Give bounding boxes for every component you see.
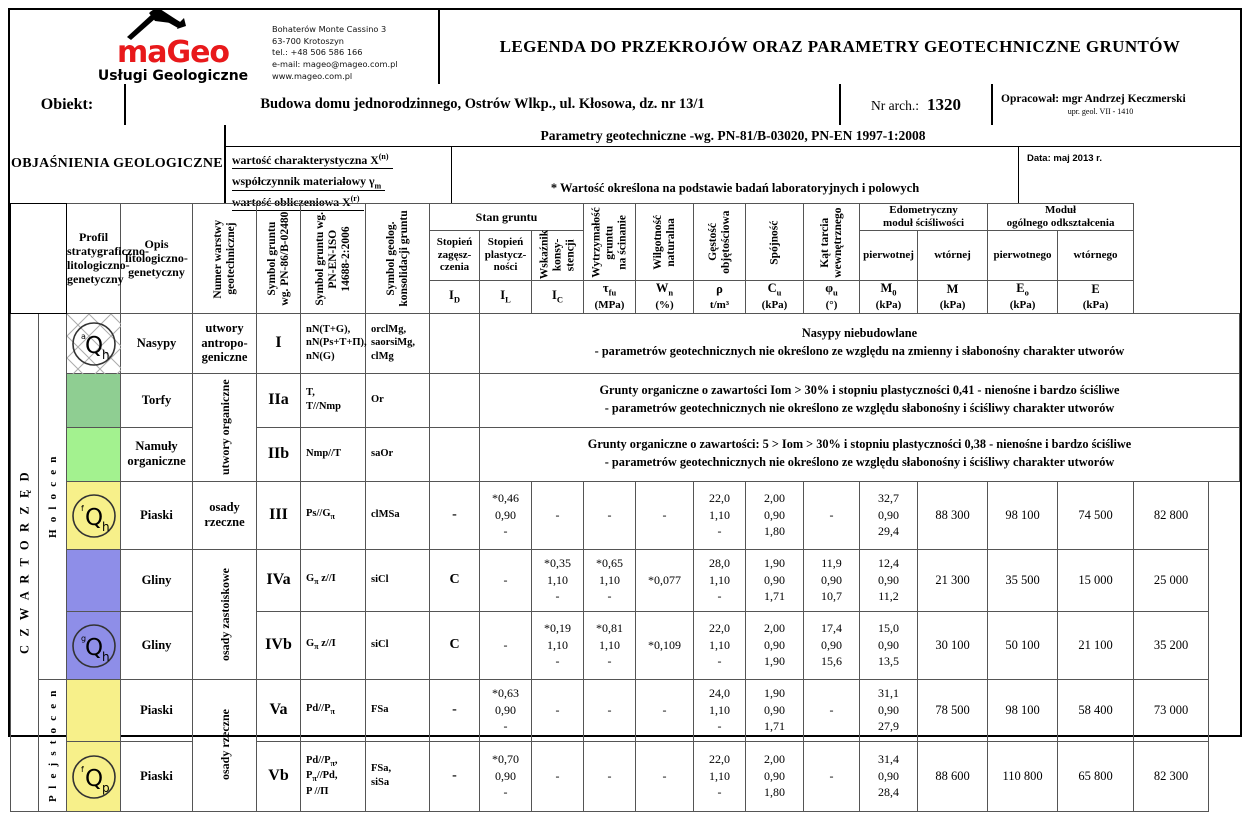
profile-cell	[67, 611, 121, 679]
col-edometryczny: Edometryczny moduł ściśliwości	[860, 204, 988, 231]
sym-il: $I_L$	[480, 280, 532, 313]
soil-symbol-pn86: $Pd//P_\pi$, $P_\pi//Pd$, P //Π	[301, 741, 366, 811]
table-row	[11, 549, 1240, 611]
layer-number: IVb	[257, 611, 301, 679]
profile-symbol-icon	[67, 482, 121, 550]
layer-number: Va	[257, 679, 301, 741]
value-rho: 2,00 0,90 1,80	[746, 741, 804, 811]
col-wilgotnosc: Wilgotność naturalna	[636, 204, 694, 281]
value-tau: -	[636, 679, 694, 741]
col-pierwotnej: pierwotnej	[860, 230, 918, 280]
document-date: Data: maj 2013 r.	[1018, 147, 1240, 203]
soil-symbol-pn86: $G_\pi$ z//I	[301, 611, 366, 679]
contact-email: e-mail: mageo@mageo.com.pl	[272, 58, 398, 69]
value-id: *0,63 0,90 -	[480, 679, 532, 741]
epoch-label-holocen: H o l o c e n	[39, 313, 67, 679]
value-wn: 22,0 1,10 -	[694, 481, 746, 549]
value-phi: 31,1 0,90 27,9	[860, 679, 918, 741]
consolidation-symbol	[430, 313, 480, 373]
lithology-description: Nasypy	[121, 313, 193, 373]
value-e: 35 200	[1134, 611, 1209, 679]
value-ic: *0,81 1,10 -	[584, 611, 636, 679]
archive-number-label: Nr arch.:	[871, 97, 919, 113]
value-wn: 28,0 1,10 -	[694, 549, 746, 611]
sym-cu: $C_u$ (kPa)	[746, 280, 804, 313]
consolidation-symbol: C	[430, 549, 480, 611]
table-header-row-1	[11, 204, 1240, 231]
soil-parameters-table	[10, 203, 1240, 802]
layer-number: IIb	[257, 427, 301, 481]
lithology-description: Namuły organiczne	[121, 427, 193, 481]
value-wn: 22,0 1,10 -	[694, 741, 746, 811]
profile-cell	[67, 313, 121, 373]
value-ic: -	[584, 679, 636, 741]
profile-cell	[67, 373, 121, 427]
genesis-description: utwory organiczne	[193, 373, 257, 481]
author-licence: upr. geol. VII - 1410	[1067, 106, 1134, 116]
table-row	[11, 373, 1240, 427]
col-pierwotnego: pierwotnego	[988, 230, 1058, 280]
sym-tau: $\tau_{fu}$ (MPa)	[584, 280, 636, 313]
profile-cell	[67, 741, 121, 811]
value-wn: 22,0 1,10 -	[694, 611, 746, 679]
svg-text:Q: Q	[85, 332, 104, 359]
value-legend	[226, 147, 452, 210]
value-tau: *0,077	[636, 549, 694, 611]
contact-phone: tel.: +48 506 586 166	[272, 47, 363, 58]
col-opis: Opis litologiczno- genetyczny	[121, 204, 193, 314]
value-e: 73 000	[1134, 679, 1209, 741]
col-symbol-konsolidacji: Symbol geolog. konsolidacji gruntu	[366, 204, 430, 314]
value-tau: *0,109	[636, 611, 694, 679]
value-cu: 11,9 0,90 10,7	[804, 549, 860, 611]
author-cell	[992, 84, 1240, 125]
soil-symbol-pn86: $G_\pi$ z//I	[301, 549, 366, 611]
value-wn: 24,0 1,10 -	[694, 679, 746, 741]
laboratory-note: * Wartość określona na podstawie badań laboratoryjnych i polowych	[550, 181, 920, 195]
sym-e: E (kPa)	[1058, 280, 1134, 313]
era-label: C Z W A R T O R Z Ę D	[11, 313, 39, 811]
svg-text:h: h	[102, 519, 110, 534]
value-e0: 15 000	[1058, 549, 1134, 611]
col-stopien-zageszczenia: Stopień zagęsz- czenia	[430, 230, 480, 280]
parameters-band	[10, 125, 1240, 210]
profile-symbol-icon	[67, 314, 121, 374]
value-tau: -	[636, 741, 694, 811]
col-symbol-pn86: Symbol gruntu wg. PN-86/B-02480	[257, 204, 301, 314]
lithology-description: Torfy	[121, 373, 193, 427]
consolidation-symbol: -	[430, 679, 480, 741]
svg-text:g: g	[81, 633, 87, 643]
col-wtornego: wtórnego	[1058, 230, 1134, 280]
svg-text:f: f	[81, 764, 84, 774]
sym-phi: $\varphi_u$ (°)	[804, 280, 860, 313]
value-il: -	[532, 741, 584, 811]
value-ic: -	[584, 741, 636, 811]
object-value: Budowa domu jednorodzinnego, Ostrów Wlkp., ul. Kłosowa, dz. nr 13/1	[260, 96, 705, 112]
legend-design-value: wartość obliczeniowa $X^{(r)}$	[232, 194, 364, 211]
contact-address-1: Bohaterów Monte Cassino 3	[272, 24, 387, 34]
value-phi: 15,0 0,90 13,5	[860, 611, 918, 679]
author-name: Opracował: mgr Andrzej Keczmerski	[1001, 93, 1186, 106]
value-il: -	[532, 481, 584, 549]
consolidation-symbol: -	[430, 481, 480, 549]
archive-number-value: 1320	[926, 94, 961, 114]
value-e0: 21 100	[1058, 611, 1134, 679]
value-cu: -	[804, 679, 860, 741]
value-phi: 31,4 0,90 28,4	[860, 741, 918, 811]
value-m: 98 100	[988, 679, 1058, 741]
page-title: LEGENDA DO PRZEKROJÓW ORAZ PARAMETRY GEOTECHNICZNE GRUNTÓW	[499, 37, 1181, 56]
contact-www: www.mageo.com.pl	[272, 70, 353, 81]
col-stopien-plastycznosci: Stopień plastycz- ności	[480, 230, 532, 280]
layer-number: IIa	[257, 373, 301, 427]
value-ic: *0,65 1,10 -	[584, 549, 636, 611]
soil-symbol-iso: FSa	[366, 679, 430, 741]
value-m: 110 800	[988, 741, 1058, 811]
value-m0: 21 300	[918, 549, 988, 611]
col-stan-gruntu: Stan gruntu	[430, 204, 584, 231]
layer-number: III	[257, 481, 301, 549]
object-label: Obiekt:	[10, 84, 125, 125]
col-numer-warstwy: Numer warstwy geotechnicznej	[193, 204, 257, 314]
profile-symbol-icon	[67, 742, 121, 812]
soil-symbol-pn86: $Pd//P_\pi$	[301, 679, 366, 741]
contact-address-2: 63-700 Krotoszyn	[272, 35, 344, 46]
company-contact	[272, 24, 398, 84]
svg-text:Q: Q	[85, 765, 104, 792]
value-e0: 65 800	[1058, 741, 1134, 811]
svg-text:Q: Q	[85, 504, 104, 531]
consolidation-symbol	[430, 373, 480, 427]
value-e: 25 000	[1134, 549, 1209, 611]
value-m0: 78 500	[918, 679, 988, 741]
value-m0: 88 300	[918, 481, 988, 549]
document-frame	[8, 8, 1242, 802]
soil-symbol-iso: siCl	[366, 611, 430, 679]
value-e0: 58 400	[1058, 679, 1134, 741]
value-phi: 32,7 0,90 29,4	[860, 481, 918, 549]
col-wtornej: wtórnej	[918, 230, 988, 280]
soil-symbol-pn86: nN(T+G), nN(Ps+T+Π), nN(G)	[301, 313, 366, 373]
lithology-description: Gliny	[121, 611, 193, 679]
document-title-cell	[440, 10, 1240, 84]
value-m: 35 500	[988, 549, 1058, 611]
document-banner	[10, 10, 1240, 84]
soil-symbol-iso: Or	[366, 373, 430, 427]
profile-cell	[67, 481, 121, 549]
profile-cell	[67, 427, 121, 481]
col-wskaznik-konsystencji: Wskaźnik konsy- stencji	[532, 230, 584, 280]
layer-number: IVa	[257, 549, 301, 611]
svg-text:f: f	[81, 503, 84, 513]
soil-symbol-iso: siCl	[366, 549, 430, 611]
value-ic: -	[584, 481, 636, 549]
col-profil: Profil stratygraficzno- litologiczno- genetyczny	[67, 204, 121, 314]
profile-cell	[67, 549, 121, 611]
legend-material-coefficient: współczynnik materiałowy $\gamma_m$	[232, 174, 385, 191]
logo-wordmark: maGeo	[116, 34, 230, 70]
sym-m: M (kPa)	[918, 280, 988, 313]
profile-cell	[67, 679, 121, 741]
soil-symbol-iso: clMSa	[366, 481, 430, 549]
col-gestosc: Gęstość objętościowa	[694, 204, 746, 281]
value-m0: 88 600	[918, 741, 988, 811]
soil-symbol-iso: FSa, siSa	[366, 741, 430, 811]
svg-text:p: p	[102, 780, 110, 795]
svg-text:h: h	[102, 347, 110, 362]
profile-symbol-icon	[67, 612, 121, 680]
consolidation-symbol	[430, 427, 480, 481]
merged-remark: Nasypy niebudowlane - parametrów geotechnicznych nie określono ze względu na zmienny i słabonośny charakter utworów	[480, 313, 1240, 373]
value-cu: -	[804, 481, 860, 549]
genesis-description: osady rzeczne	[193, 679, 257, 811]
value-id: *0,46 0,90 -	[480, 481, 532, 549]
consolidation-symbol: C	[430, 611, 480, 679]
value-rho: 1,90 0,90 1,71	[746, 549, 804, 611]
soil-symbol-pn86: $Ps//G_\pi$	[301, 481, 366, 549]
svg-text:h: h	[102, 649, 110, 664]
soil-symbol-pn86: T, T//Nmp	[301, 373, 366, 427]
merged-remark: Grunty organiczne o zawartości: 5 > Iom > 30% i stopniu plastyczności 0,38 - nienośne i bardzo ściśliwe - parametrów geotechnicznych nie określono ze względu słabonośny i ściśliwy charakter utworów	[480, 427, 1240, 481]
lithology-description: Piaski	[121, 679, 193, 741]
sym-wn: $W_n$ (%)	[636, 280, 694, 313]
value-e0: 74 500	[1058, 481, 1134, 549]
value-rho: 1,90 0,90 1,71	[746, 679, 804, 741]
value-id: -	[480, 549, 532, 611]
table-row	[11, 313, 1240, 373]
merged-remark: Grunty organiczne o zawartości Iom > 30% i stopniu plastyczności 0,41 - nienośne i bardzo ściśliwe - parametrów geotechnicznych nie określono ze względu słabonośny i ściśliwy charakter utworów	[480, 373, 1240, 427]
value-m: 98 100	[988, 481, 1058, 549]
value-phi: 12,4 0,90 11,2	[860, 549, 918, 611]
value-m: 50 100	[988, 611, 1058, 679]
value-e: 82 800	[1134, 481, 1209, 549]
layer-number: I	[257, 313, 301, 373]
parameters-standard-header: Parametry geotechniczne -wg. PN-81/B-03020, PN-EN 1997-1:2008	[226, 125, 1240, 147]
table-row	[11, 481, 1240, 549]
mageo-logo	[88, 10, 258, 84]
lithology-description: Gliny	[121, 549, 193, 611]
consolidation-symbol: -	[430, 741, 480, 811]
sym-m0: $M_0$ (kPa)	[860, 280, 918, 313]
value-id: *0,70 0,90 -	[480, 741, 532, 811]
value-cu: 17,4 0,90 15,6	[804, 611, 860, 679]
soil-symbol-iso: orclMg, saorsiMg, clMg	[366, 313, 430, 373]
geological-explanations-label: OBJAŚNIENIA GEOLOGICZNE	[10, 125, 225, 203]
sym-rho: ρ t/m³	[694, 280, 746, 313]
value-cu: -	[804, 741, 860, 811]
col-modul-ogolny: Moduł ogólnego odkształcenia	[988, 204, 1134, 231]
value-id: -	[480, 611, 532, 679]
col-kat-tarcia: Kąt tarcia wewnętrznego	[804, 204, 860, 281]
col-symbol-iso: Symbol gruntu wg. PN-EN-ISO 14688-2:2006	[301, 204, 366, 314]
logo-tagline: Usługi Geologiczne	[97, 67, 249, 84]
sym-e0: $E_o$ (kPa)	[988, 280, 1058, 313]
lithology-description: Piaski	[121, 741, 193, 811]
value-il: *0,19 1,10 -	[532, 611, 584, 679]
sym-id: $I_D$	[430, 280, 480, 313]
col-wytrzymalosc: Wytrzymałość gruntu na ścinanie	[584, 204, 636, 281]
value-rho: 2,00 0,90 1,80	[746, 481, 804, 549]
genesis-description: osady zastoiskowe	[193, 549, 257, 679]
table-row	[11, 679, 1240, 741]
epoch-label-plejstocen: P l e j s t o c e n	[39, 679, 67, 811]
value-il: *0,35 1,10 -	[532, 549, 584, 611]
svg-text:a: a	[81, 331, 86, 341]
soil-symbol-pn86: Nmp//T	[301, 427, 366, 481]
lithology-description: Piaski	[121, 481, 193, 549]
company-logo-cell	[10, 10, 440, 84]
value-m0: 30 100	[918, 611, 988, 679]
genesis-description: osady rzeczne	[193, 481, 257, 549]
genesis-description: utwory antropo-geniczne	[193, 313, 257, 373]
layer-number: Vb	[257, 741, 301, 811]
sym-ic: $I_C$	[532, 280, 584, 313]
value-il: -	[532, 679, 584, 741]
archive-number-cell	[840, 84, 992, 125]
soil-symbol-iso: saOr	[366, 427, 430, 481]
value-tau: -	[636, 481, 694, 549]
value-e: 82 300	[1134, 741, 1209, 811]
legend-characteristic-value: wartość charakterystyczna $X^{(n)}$	[232, 152, 393, 169]
col-spojnosc: Spójność	[746, 204, 804, 281]
svg-text:Q: Q	[85, 634, 104, 661]
object-row	[10, 84, 1240, 125]
value-rho: 2,00 0,90 1,90	[746, 611, 804, 679]
